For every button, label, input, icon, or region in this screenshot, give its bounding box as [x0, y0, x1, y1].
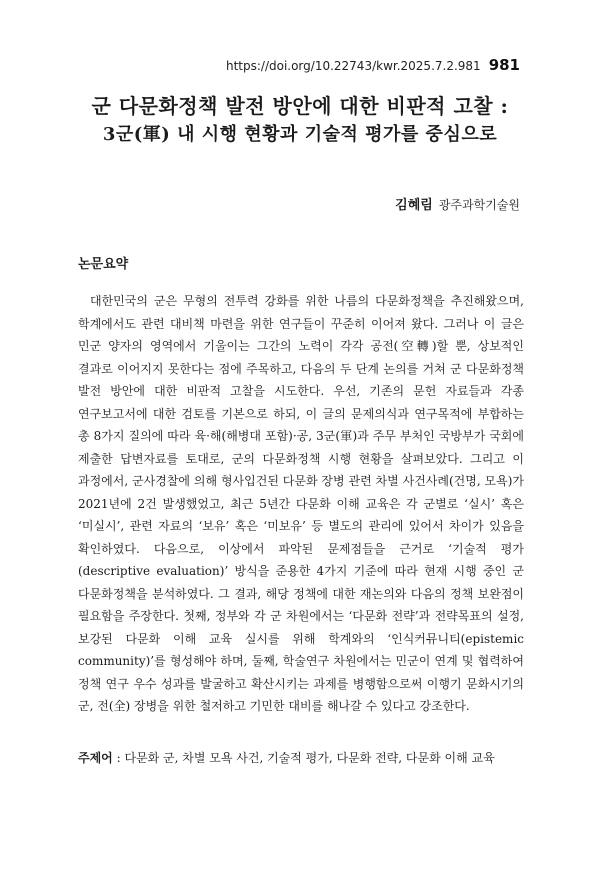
- title-block: [0, 92, 600, 148]
- author-line: [395, 194, 520, 213]
- abstract-heading: 논문요약: [78, 257, 129, 272]
- abstract-body: 대한민국의 군은 무형의 전투력 강화를 위한 나름의 다문화정책을 추진해왔으며, 학계에서도 관련 대비책 마련을 위한 연구들이 꾸준히 이어져 왔다. 그러나 이 글은 민군 양자의 영역에서 기울이는 그간의 노력이 각각 공전(空轉)할 뿐, 상보적인 결과로 이어지지 못한다는 점에 주목하고, 다음의 두 단계 논의를 거쳐 군 다문화정책 발전 방안에 대한 비판적 고찰을 시도한다. 우선, 기존의 문헌 자료들과 각종 연구보고서에 대한 검토를 기본으로 하되, 이 글의 문제의식과 연구목적에 부합하는 총 8가지 질의에 따라 육·해(해병대 포함)·공, 3군(軍)과 주무 부처인 국방부가 국회에 제출한 답변자료를 토대로, 군의 다문화정책 시행 현황을 살펴보았다. 그리고 이 과정에서, 군사경찰에 의해 형사입건된 다문화 장병 관련 차별 사건사례(건명, 모욕)가 2021년에 2건 발생했었고, 최근 5년간 다문화 이해 교육은 각 군별로 ‘실시’ 혹은 ‘미실시’, 관련 자료의 ‘보유’ 혹은 ‘미보유’ 등 별도의 관리에 있어서 차이가 있음을 확인하였다. 다음으로, 이상에서 파악된 문제점들을 근거로 ‘기술적 평가(descriptive evaluation)’ 방식을 준용한 4가지 기준에 따라 현재 시행 중인 군 다문화정책을 분석하였다. 그 결과, 해당 정책에 대한 재논의와 다음의 정책 보완점이 필요함을 주장한다. 첫째, 정부와 각 군 차원에서는 ‘다문화 전략’과 전략목표의 설정, 보강된 다문화 이해 교육 실시를 위해 학계와의 ‘인식커뮤니티(epistemic community)’를 형성해야 하며, 둘째, 학술연구 차원에서는 민군이 연계 및 협력하여 정책 연구 우수 성과를 발굴하고 확산시키는 과제를 병행함으로써 이행기 문화시기의 군, 전(全) 장병을 위한 철저하고 기민한 대비를 해나갈 수 있다고 강조한다.: [78, 294, 524, 713]
- keywords-separator: :: [112, 751, 125, 765]
- author-affiliation: 광주과학기술원: [438, 198, 520, 212]
- page-header: [226, 56, 520, 74]
- paper-title: 군 다문화정책 발전 방안에 대한 비판적 고찰 :: [91, 94, 509, 118]
- keywords-line: [78, 748, 528, 768]
- keywords-text: 다문화 군, 차별 모욕 사건, 기술적 평가, 다문화 전략, 다문화 이해 교육: [124, 751, 495, 765]
- page-number: 981: [488, 56, 520, 74]
- keywords-label: 주제어: [78, 751, 113, 765]
- author-name: 김혜림: [395, 198, 433, 213]
- paper-subtitle: 3군(軍) 내 시행 현황과 기술적 평가를 중심으로: [102, 124, 498, 145]
- doi-link[interactable]: https://doi.org/10.22743/kwr.2025.7.2.981: [225, 59, 481, 73]
